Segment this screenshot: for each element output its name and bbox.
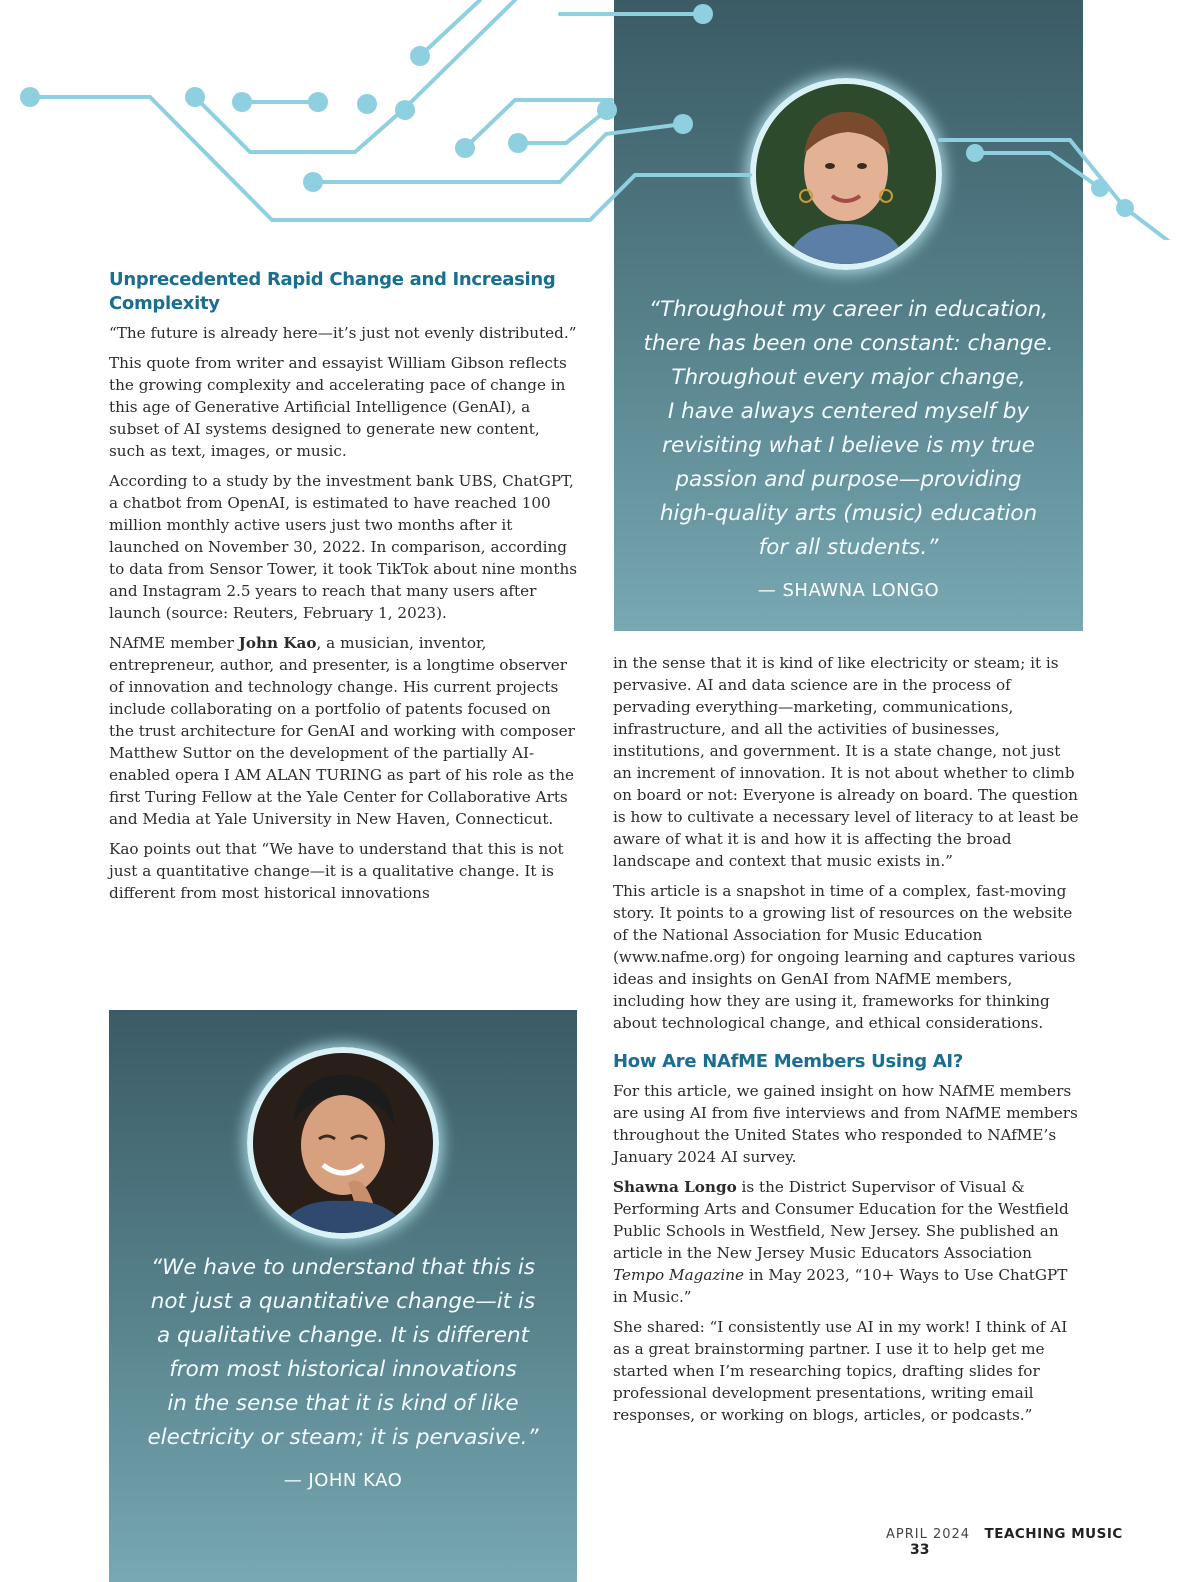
left-article-column [109,268,579,912]
pull-quote-text: “We have to understand that this is not just a quantitative change—it is a qualitative change. It is different from most historical innovations in the sense that it is kind of like electricity or steam; it is pervasive.” [147,1255,539,1450]
section-heading-rapid-change: Unprecedented Rapid Change and Increasing Complexity [109,269,556,314]
pull-quote-attribution: — JOHN KAO [283,1470,403,1491]
page-footer [886,1526,1166,1558]
gibson-quote-paragraph: “The future is already here—it’s just not evenly distributed.” [109,324,577,342]
page-number: 33 [910,1542,930,1558]
paragraph: in the sense that it is kind of like electricity or steam; it is pervasive. AI and data science are in the process of pervading everything—marketing, communications, infrastructure, and all the activities of businesses, institutions, and government. It is a state change, not just an increment of innovation. It is not about whether to climb on board or not: Everyone is already on board. The question is how to cultivate a necessary level of literacy to at least be aware of what it is and how it is affecting the broad landscape and context that music exists in.” [613,654,1079,870]
paragraph: For this article, we gained insight on how NAfME members are using AI from five interviews and from NAfME members throughout the United States who responded to NAfME’s January 2024 AI survey. [613,1082,1078,1166]
portrait-illustration-icon [253,1053,433,1233]
paragraph: She shared: “I consistently use AI in my work! I think of AI as a great brainstorming partner. I use it to help get me started when I’m researching topics, drafting slides for professional development presentations, writing email responses, or working on blogs, articles, or podcasts.” [613,1318,1068,1424]
issue-date: APRIL 2024 [886,1527,971,1542]
john-kao-photo [247,1047,439,1239]
paragraph: This quote from writer and essayist William Gibson reflects the growing complexity and accelerating pace of change in this age of Generative Artificial Intelligence (GenAI), a subset of AI systems designed to generate new content, such as text, images, or music. [109,354,567,460]
paragraph: NAfME member John Kao, a musician, inventor, entrepreneur, author, and presenter, is a longtime observer of innovation and technology change. His current projects include collaborating on a portfolio of patents focused on the trust architecture for GenAI and working with composer Matthew Suttor on the development of the partially AI-enabled opera I AM ALAN TURING as part of his role as the first Turing Fellow at the Yale Center for Collaborative Arts and Media at Yale University in New Haven, Connecticut. [109,634,575,828]
publication-title: Tempo Magazine [613,1266,745,1284]
person-name: Shawna Longo [613,1178,737,1196]
pull-quote-john-kao [109,1010,577,1582]
magazine-title: TEACHING MUSIC [984,1526,1123,1542]
paragraph: Kao points out that “We have to understand that this is not just a quantitative change—it is a qualitative change. It is different from most historical innovations [109,840,564,902]
pull-quote-attribution: — SHAWNA LONGO [757,580,940,601]
pull-quote-text: “Throughout my career in education, there has been one constant: change. Throughout every major change, I have always centered myself by revisiting what I believe is my true passion and purpose—providing high-quality arts (music) education for all students.” [643,297,1054,560]
paragraph: According to a study by the investment bank UBS, ChatGPT, a chatbot from OpenAI, is estimated to have reached 100 million monthly active users just two months after it launched on November 30, 2022. In comparison, according to data from Sensor Tower, it took TikTok about nine months and Instagram 2.5 years to reach that many users after launch (source: Reuters, February 1, 2023). [109,472,578,622]
right-article-column [613,652,1083,1434]
circuit-board-decoration [0,0,1200,240]
person-name: John Kao [238,634,317,652]
paragraph: This article is a snapshot in time of a complex, fast-moving story. It points to a growing list of resources on the website of the National Association for Music Education (www.nafme.org) for ongoing learning and captures various ideas and insights on GenAI from NAfME members, including how they are using it, frameworks for thinking about technological change, and ethical considerations. [613,882,1076,1032]
paragraph: Shawna Longo is the District Supervisor of Visual & Performing Arts and Consumer Education for the Westfield Public Schools in Westfield, New Jersey. She published an article in the New Jersey Music Educators Association Tempo Magazine in May 2023, “10+ Ways to Use ChatGPT in Music.” [613,1178,1069,1306]
section-heading-members-using-ai: How Are NAfME Members Using AI? [613,1051,963,1072]
